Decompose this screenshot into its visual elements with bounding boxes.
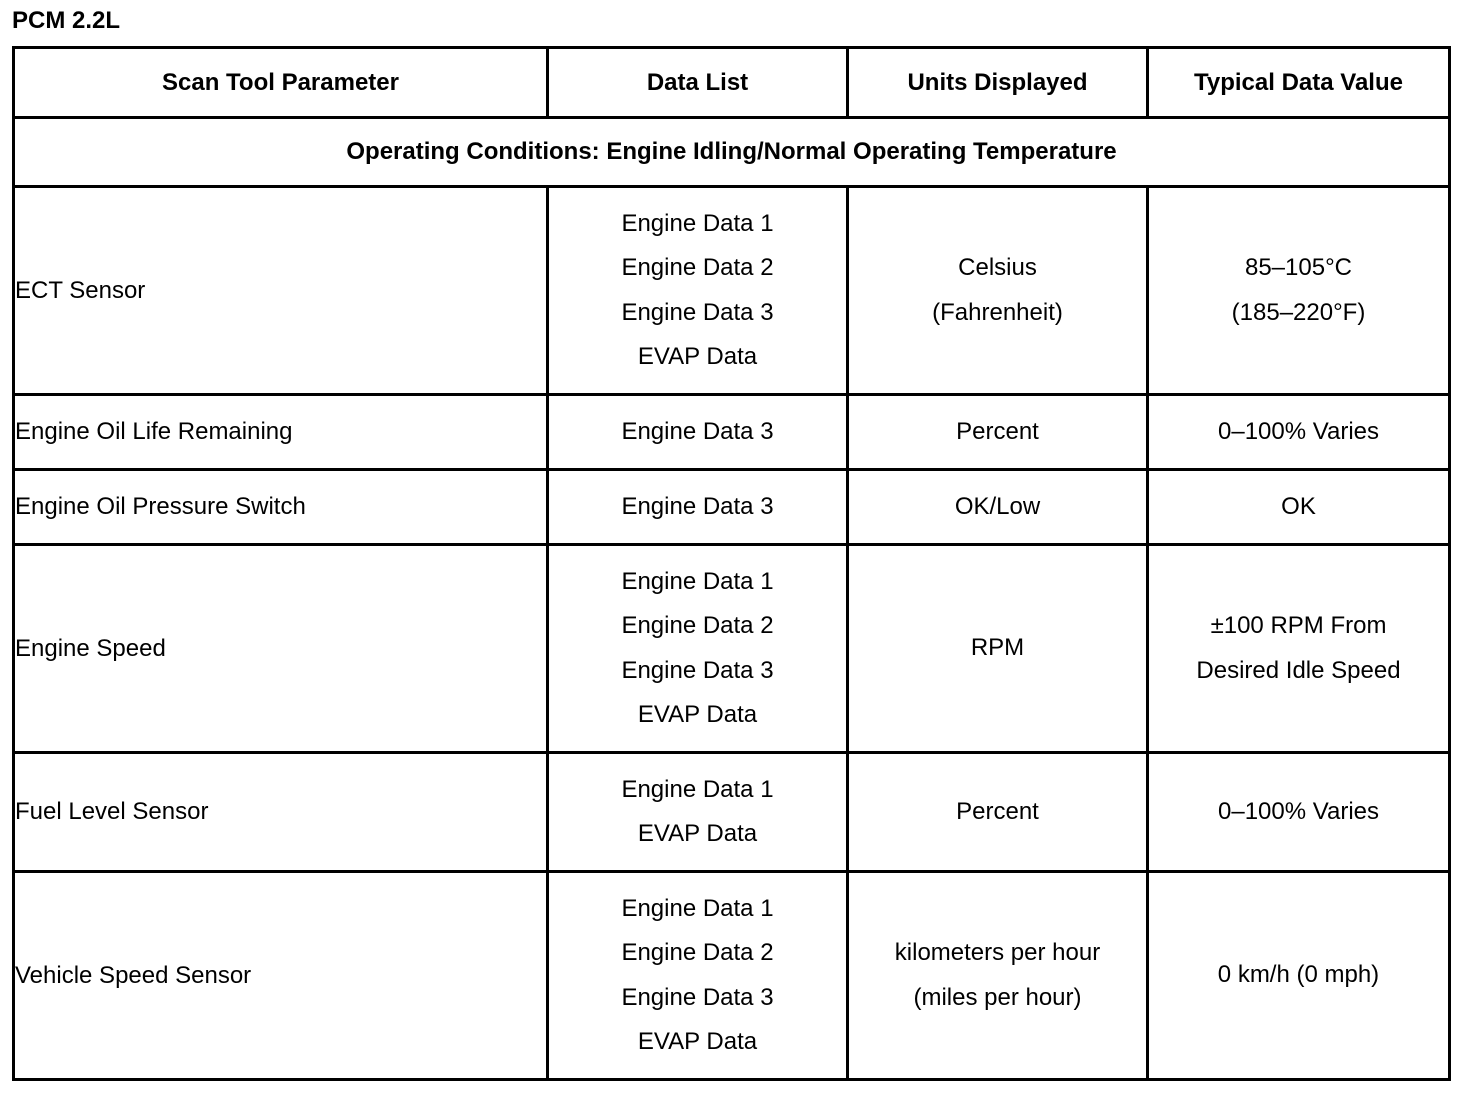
typical-value-cell [1148,545,1450,753]
units-line: (Fahrenheit) [932,298,1063,326]
units-cell [848,545,1148,753]
data-list-cell [548,187,848,395]
data-list-item: Engine Data 3 [621,417,774,445]
data-list-item: EVAP Data [637,820,758,847]
typical-value-cell [1148,187,1450,395]
data-list-item: Engine Data 1 [621,894,774,922]
table-row [14,395,1450,470]
units-line: OK/Low [954,492,1041,520]
data-list-cell [548,545,848,753]
data-list-item: Engine Data 1 [621,209,774,237]
parameter-cell: Engine Oil Life Remaining [14,395,548,470]
units-line: kilometers per hour [894,939,1101,966]
page-title: PCM 2.2L [12,7,121,34]
header-units-displayed: Units Displayed [848,48,1148,118]
data-list-cell [548,872,848,1080]
typical-value-line: Desired Idle Speed [1196,656,1401,684]
header-typical-data-value: Typical Data Value [1148,48,1450,118]
units-line: Percent [956,417,1039,445]
units-line: RPM [970,634,1025,662]
header-scan-tool-parameter: Scan Tool Parameter [14,48,548,118]
typical-value-line: OK [1281,492,1316,520]
units-line: Percent [956,797,1039,825]
data-list-item: Engine Data 2 [621,254,774,281]
typical-value-line: 0–100% Varies [1218,417,1379,445]
data-list-item: Engine Data 3 [621,298,774,326]
data-list-item: Engine Data 1 [621,775,774,803]
table-row [14,753,1450,872]
typical-value-line: 85–105°C [1244,254,1352,281]
table-row [14,872,1450,1080]
typical-value-line: 0 km/h (0 mph) [1217,961,1380,989]
units-cell [848,470,1148,545]
data-list-item: Engine Data 3 [621,492,774,520]
typical-value-cell [1148,753,1450,872]
table-row [14,470,1450,545]
units-cell [848,753,1148,872]
units-cell [848,187,1148,395]
units-line: (miles per hour) [913,983,1082,1011]
table-row [14,187,1450,395]
data-list-item: Engine Data 2 [621,939,774,966]
parameter-cell: ECT Sensor [14,187,548,395]
scan-tool-data-table [12,46,1451,1081]
operating-conditions: Operating Conditions: Engine Idling/Normal Operating Temperature [14,118,1450,187]
parameter-cell: Fuel Level Sensor [14,753,548,872]
data-list-cell [548,395,848,470]
typical-value-line: (185–220°F) [1231,298,1366,326]
typical-value-cell [1148,395,1450,470]
parameter-cell: Vehicle Speed Sensor [14,872,548,1080]
typical-value-line: 0–100% Varies [1218,797,1379,825]
data-list-item: EVAP Data [637,701,758,728]
header-data-list: Data List [548,48,848,118]
data-list-item: EVAP Data [637,343,758,370]
typical-value-cell [1148,470,1450,545]
table-row [14,545,1450,753]
units-line: Celsius [958,254,1037,281]
typical-value-line: ±100 RPM From [1210,612,1387,639]
parameter-cell: Engine Oil Pressure Switch [14,470,548,545]
data-list-item: Engine Data 3 [621,656,774,684]
units-cell [848,872,1148,1080]
data-list-cell [548,753,848,872]
data-list-cell [548,470,848,545]
units-cell [848,395,1148,470]
operating-conditions-row [14,118,1450,187]
data-list-item: Engine Data 3 [621,983,774,1011]
data-list-item: Engine Data 2 [621,612,774,639]
header-row [14,48,1450,118]
data-list-item: EVAP Data [637,1028,758,1055]
parameter-cell: Engine Speed [14,545,548,753]
data-list-item: Engine Data 1 [621,567,774,595]
typical-value-cell [1148,872,1450,1080]
